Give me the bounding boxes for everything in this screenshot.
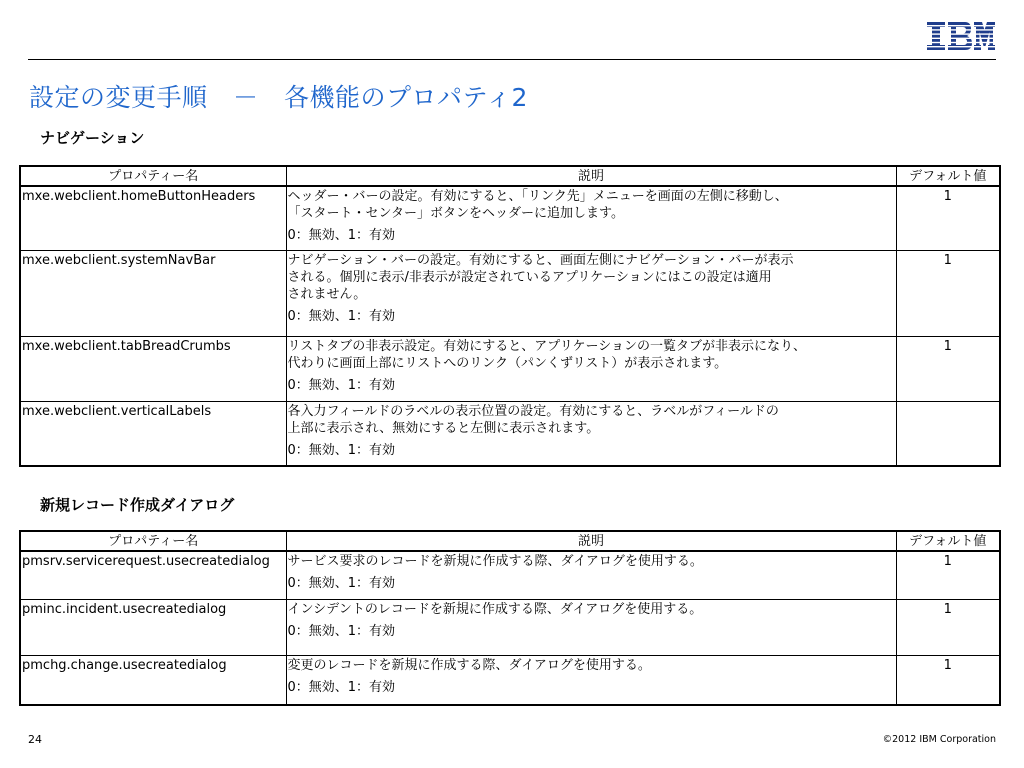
property-name: mxe.webclient.homeButtonHeaders	[20, 186, 286, 250]
property-description	[286, 551, 896, 599]
description-line: ヘッダー・バーの設定。有効にすると、「リンク先」メニューを画面の左側に移動し、	[287, 189, 788, 204]
table-header-row	[20, 166, 1000, 186]
table-row	[20, 401, 1000, 466]
create-dialog-properties-table	[19, 530, 1001, 706]
property-description	[286, 250, 896, 336]
property-name: mxe.webclient.verticalLabels	[20, 401, 286, 466]
table-row	[20, 186, 1000, 250]
default-value: 1	[896, 250, 1000, 336]
default-value: 1	[896, 599, 1000, 655]
navigation-properties-table	[19, 165, 1001, 467]
property-name: mxe.webclient.tabBreadCrumbs	[20, 336, 286, 401]
default-value: 1	[896, 551, 1000, 599]
table-row	[20, 551, 1000, 599]
description-line: される。個別に表示/非表示が設定されているアプリケーションにはこの設定は適用	[287, 269, 772, 285]
setting-values: 0：無効、1：有効	[287, 308, 396, 324]
column-header-default-value: デフォルト値	[896, 166, 1000, 186]
column-header-property-name: プロパティー名	[20, 166, 286, 186]
table-row	[20, 336, 1000, 401]
description-line: リストタブの非表示設定。有効にすると、アプリケーションの一覧タブが非表示になり、	[287, 338, 806, 354]
table-row	[20, 599, 1000, 655]
page-number: 24	[28, 733, 42, 746]
column-header-property-name: プロパティー名	[20, 531, 286, 551]
description-line: 「スタート・センター」ボタンをヘッダーに追加します。	[287, 206, 624, 221]
property-name: mxe.webclient.systemNavBar	[20, 250, 286, 336]
table-row	[20, 250, 1000, 336]
setting-values: 0：無効、1：有効	[287, 576, 396, 591]
slide-title: 設定の変更手順 － 各機能のプロパティ2	[29, 83, 528, 112]
ibm-logo	[927, 22, 995, 55]
property-name: pminc.incident.usecreatedialog	[20, 599, 286, 655]
property-description	[286, 186, 896, 250]
default-value: 1	[896, 186, 1000, 250]
property-name: pmchg.change.usecreatedialog	[20, 655, 286, 705]
description-line: されません。	[287, 286, 367, 302]
column-header-default-value: デフォルト値	[896, 531, 1000, 551]
description-line: インシデントのレコードを新規に作成する際、ダイアログを使用する。	[287, 601, 703, 617]
column-header-description: 説明	[286, 166, 896, 186]
description-line: 上部に表示され、無効にすると左側に表示されます。	[287, 420, 600, 436]
setting-values: 0：無効、1：有効	[287, 228, 396, 243]
property-name: pmsrv.servicerequest.usecreatedialog	[20, 551, 286, 599]
column-header-description: 説明	[286, 531, 896, 551]
default-value	[896, 401, 1000, 466]
description-line: 各入力フィールドのラベルの表示位置の設定。有効にすると、ラベルがフィールドの	[287, 403, 779, 419]
default-value: 1	[896, 336, 1000, 401]
description-line: ナビゲーション・バーの設定。有効にすると、画面左側にナビゲーション・バーが表示	[287, 252, 794, 268]
description-line: 代わりに画面上部にリストへのリンク（パンくずリスト）が表示されます。	[287, 355, 728, 371]
setting-values: 0：無効、1：有効	[287, 623, 396, 639]
setting-values: 0：無効、1：有効	[287, 679, 396, 695]
description-line: 変更のレコードを新規に作成する際、ダイアログを使用する。	[287, 657, 651, 673]
property-description	[286, 655, 896, 705]
property-description	[286, 336, 896, 401]
description-line: サービス要求のレコードを新規に作成する際、ダイアログを使用する。	[287, 554, 703, 569]
copyright-notice: ©2012 IBM Corporation	[882, 734, 996, 745]
section-heading-create-dialog: 新規レコード作成ダイアログ	[40, 496, 235, 514]
property-description	[286, 401, 896, 466]
property-description	[286, 599, 896, 655]
setting-values: 0：無効、1：有効	[287, 377, 396, 393]
setting-values: 0：無効、1：有効	[287, 442, 396, 458]
header-rule	[28, 59, 996, 60]
default-value: 1	[896, 655, 1000, 705]
table-row	[20, 655, 1000, 705]
table-header-row	[20, 531, 1000, 551]
section-heading-navigation: ナビゲーション	[40, 129, 145, 147]
